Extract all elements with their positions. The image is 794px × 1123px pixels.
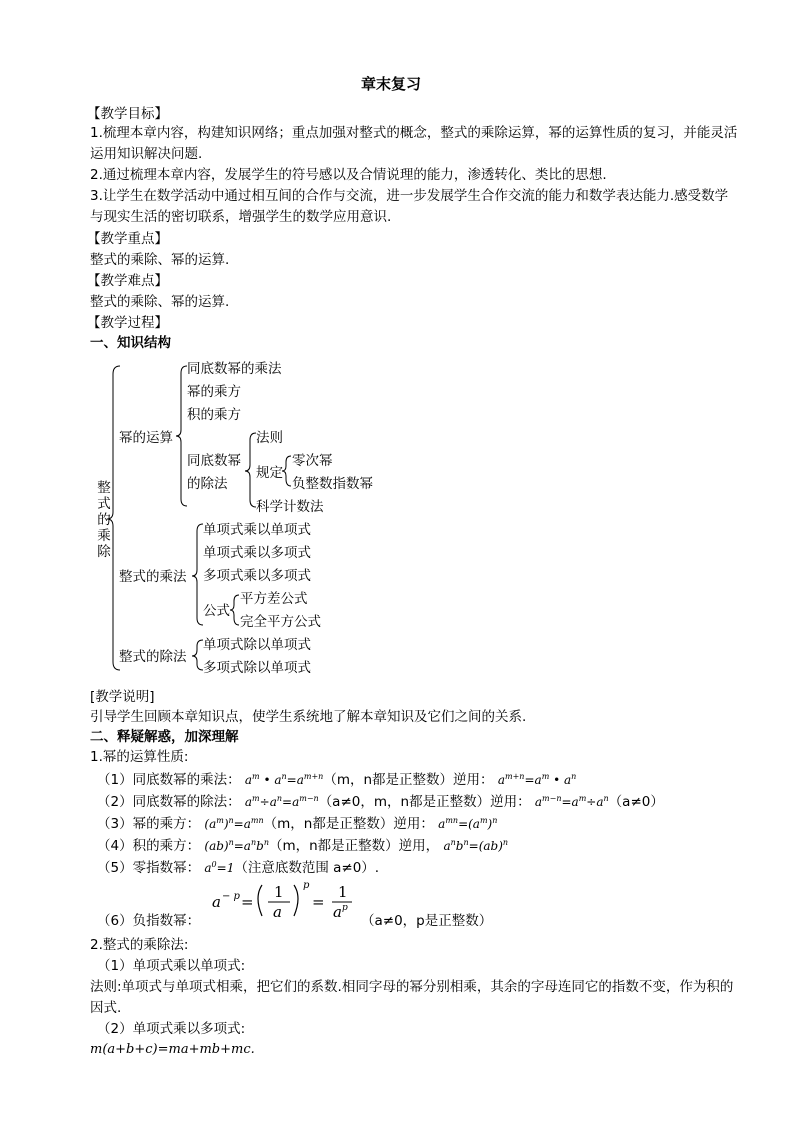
goal-2: 2.通过梳理本章内容，发展学生的符号感以及合情说理的能力，渗透转化、类比的思想.	[90, 167, 607, 183]
tree-p2: 幂的乘方	[187, 384, 241, 400]
tree-m4a: 平方差公式	[240, 591, 308, 607]
rule-2: （2）同底数幂的除法： $a^m\div a^n=a^{m-n}(a\ne 0$，m，n都是正整数）逆用： $a^{m-n}=a^m\div a^n(a\ne 0)$	[97, 794, 664, 810]
tree-m4b: 完全平方公式	[240, 614, 321, 630]
note-text: 引导学生回顾本章知识点，使学生系统地了解本章知识及它们之间的关系.	[90, 709, 527, 725]
svg-text:a: a	[273, 903, 282, 921]
part-2-heading: 二、释疑解惑，加深理解	[90, 729, 239, 745]
topic-1: （1）单项式乘以单项式:	[97, 958, 246, 974]
svg-text:− p: − p	[222, 891, 240, 902]
tree-m2: 单项式乘以多项式	[203, 545, 311, 561]
rule-3: （3）幂的乘方： $(a^m)^n=a^{mn}(m$，n都是正整数）逆用： $a^{mn}=(a^m)^n$	[97, 816, 498, 832]
tree-d3: 科学计数法	[256, 499, 324, 515]
law-text: 法则:单项式与单项式相乘，把它们的系数.相同字母的幂分别相乘，其余的字母连同它的指数不变，作为积的因式.	[90, 979, 734, 1016]
tree-d2b: 负整数指数幂	[292, 476, 373, 492]
tree-p4a: 同底数幂	[187, 453, 241, 469]
rule-5: （5）零指数幂： $a^0=1$（注意底数范围 a≠0）.	[97, 860, 380, 876]
tree-p1: 同底数幂的乘法	[187, 361, 282, 377]
section-key: 【教学重点】	[87, 231, 168, 247]
section-goals: 【教学目标】	[87, 106, 168, 122]
tree-power-ops: 幂的运算	[119, 430, 173, 446]
tree-multiply: 整式的乘法	[119, 569, 187, 585]
part-1-heading: 一、知识结构	[90, 335, 171, 351]
tree-v2: 多项式除以单项式	[203, 660, 311, 676]
goal-3: 3.让学生在数学活动中通过相互间的合作与交流，进一步发展学生合作交流的能力和数学表达能力.感受数学与现实生活的密切联系，增强学生的数学应用意识.	[90, 188, 729, 225]
section-difficult: 【教学难点】	[87, 273, 168, 289]
page-title: 章末复习	[361, 75, 422, 93]
tree-divide: 整式的除法	[119, 649, 187, 665]
subsection-2: 2.整式的乘除法:	[90, 937, 189, 953]
tree-m4: 公式	[203, 603, 230, 619]
rule-6: （6）负指数幂：	[97, 913, 201, 929]
tree-p3: 积的乘方	[187, 407, 241, 423]
tree-d1: 法则	[256, 430, 283, 446]
rule-1: （1）同底数幂的乘法： $a^m$ • $a^n=a^{m+n}(m$，n都是正整数）逆用： $a^{m+n}=a^m$ • $a^n$	[97, 772, 577, 788]
tree-v1: 单项式除以单项式	[203, 637, 311, 653]
goal-1: 1.梳理本章内容，构建知识网络；重点加强对整式的概念，整式的乘除运算，幂的运算性质的复习，并能灵活运用知识解决问题.	[90, 125, 738, 162]
svg-text:a: a	[333, 903, 342, 921]
tree-m1: 单项式乘以单项式	[203, 522, 311, 538]
subsection-1: 1.幂的运算性质:	[90, 749, 189, 765]
tree-d2a: 零次幂	[292, 453, 333, 469]
svg-text:=: =	[241, 893, 254, 911]
difficult-text: 整式的乘除、幂的运算.	[90, 294, 230, 310]
topic-2: （2）单项式乘以多项式:	[97, 1021, 246, 1037]
section-process: 【教学过程】	[87, 315, 168, 331]
key-text: 整式的乘除、幂的运算.	[90, 252, 230, 268]
tree-m3: 多项式乘以多项式	[203, 568, 311, 584]
svg-text:a: a	[212, 893, 221, 911]
rule-4: （4）积的乘方： $(ab)^n=a^nb^n(m$，n都是正整数）逆用， $a^nb^n=(ab)^n$	[97, 838, 509, 854]
tree-d2: 规定	[256, 465, 283, 481]
formula-last: m(a+b+c)=ma+mb+mc.	[90, 1042, 255, 1057]
tree-p4b: 的除法	[187, 476, 228, 492]
tree-root: 整式的乘除	[97, 480, 111, 560]
rule-6-cond: （a≠0，p是正整数）	[361, 913, 493, 929]
svg-text:p: p	[303, 880, 310, 891]
svg-text:p: p	[342, 903, 348, 913]
svg-text:1: 1	[274, 883, 284, 901]
note-label: [教学说明]	[90, 689, 155, 705]
svg-text:=: =	[312, 893, 325, 911]
svg-text:1: 1	[338, 883, 348, 901]
